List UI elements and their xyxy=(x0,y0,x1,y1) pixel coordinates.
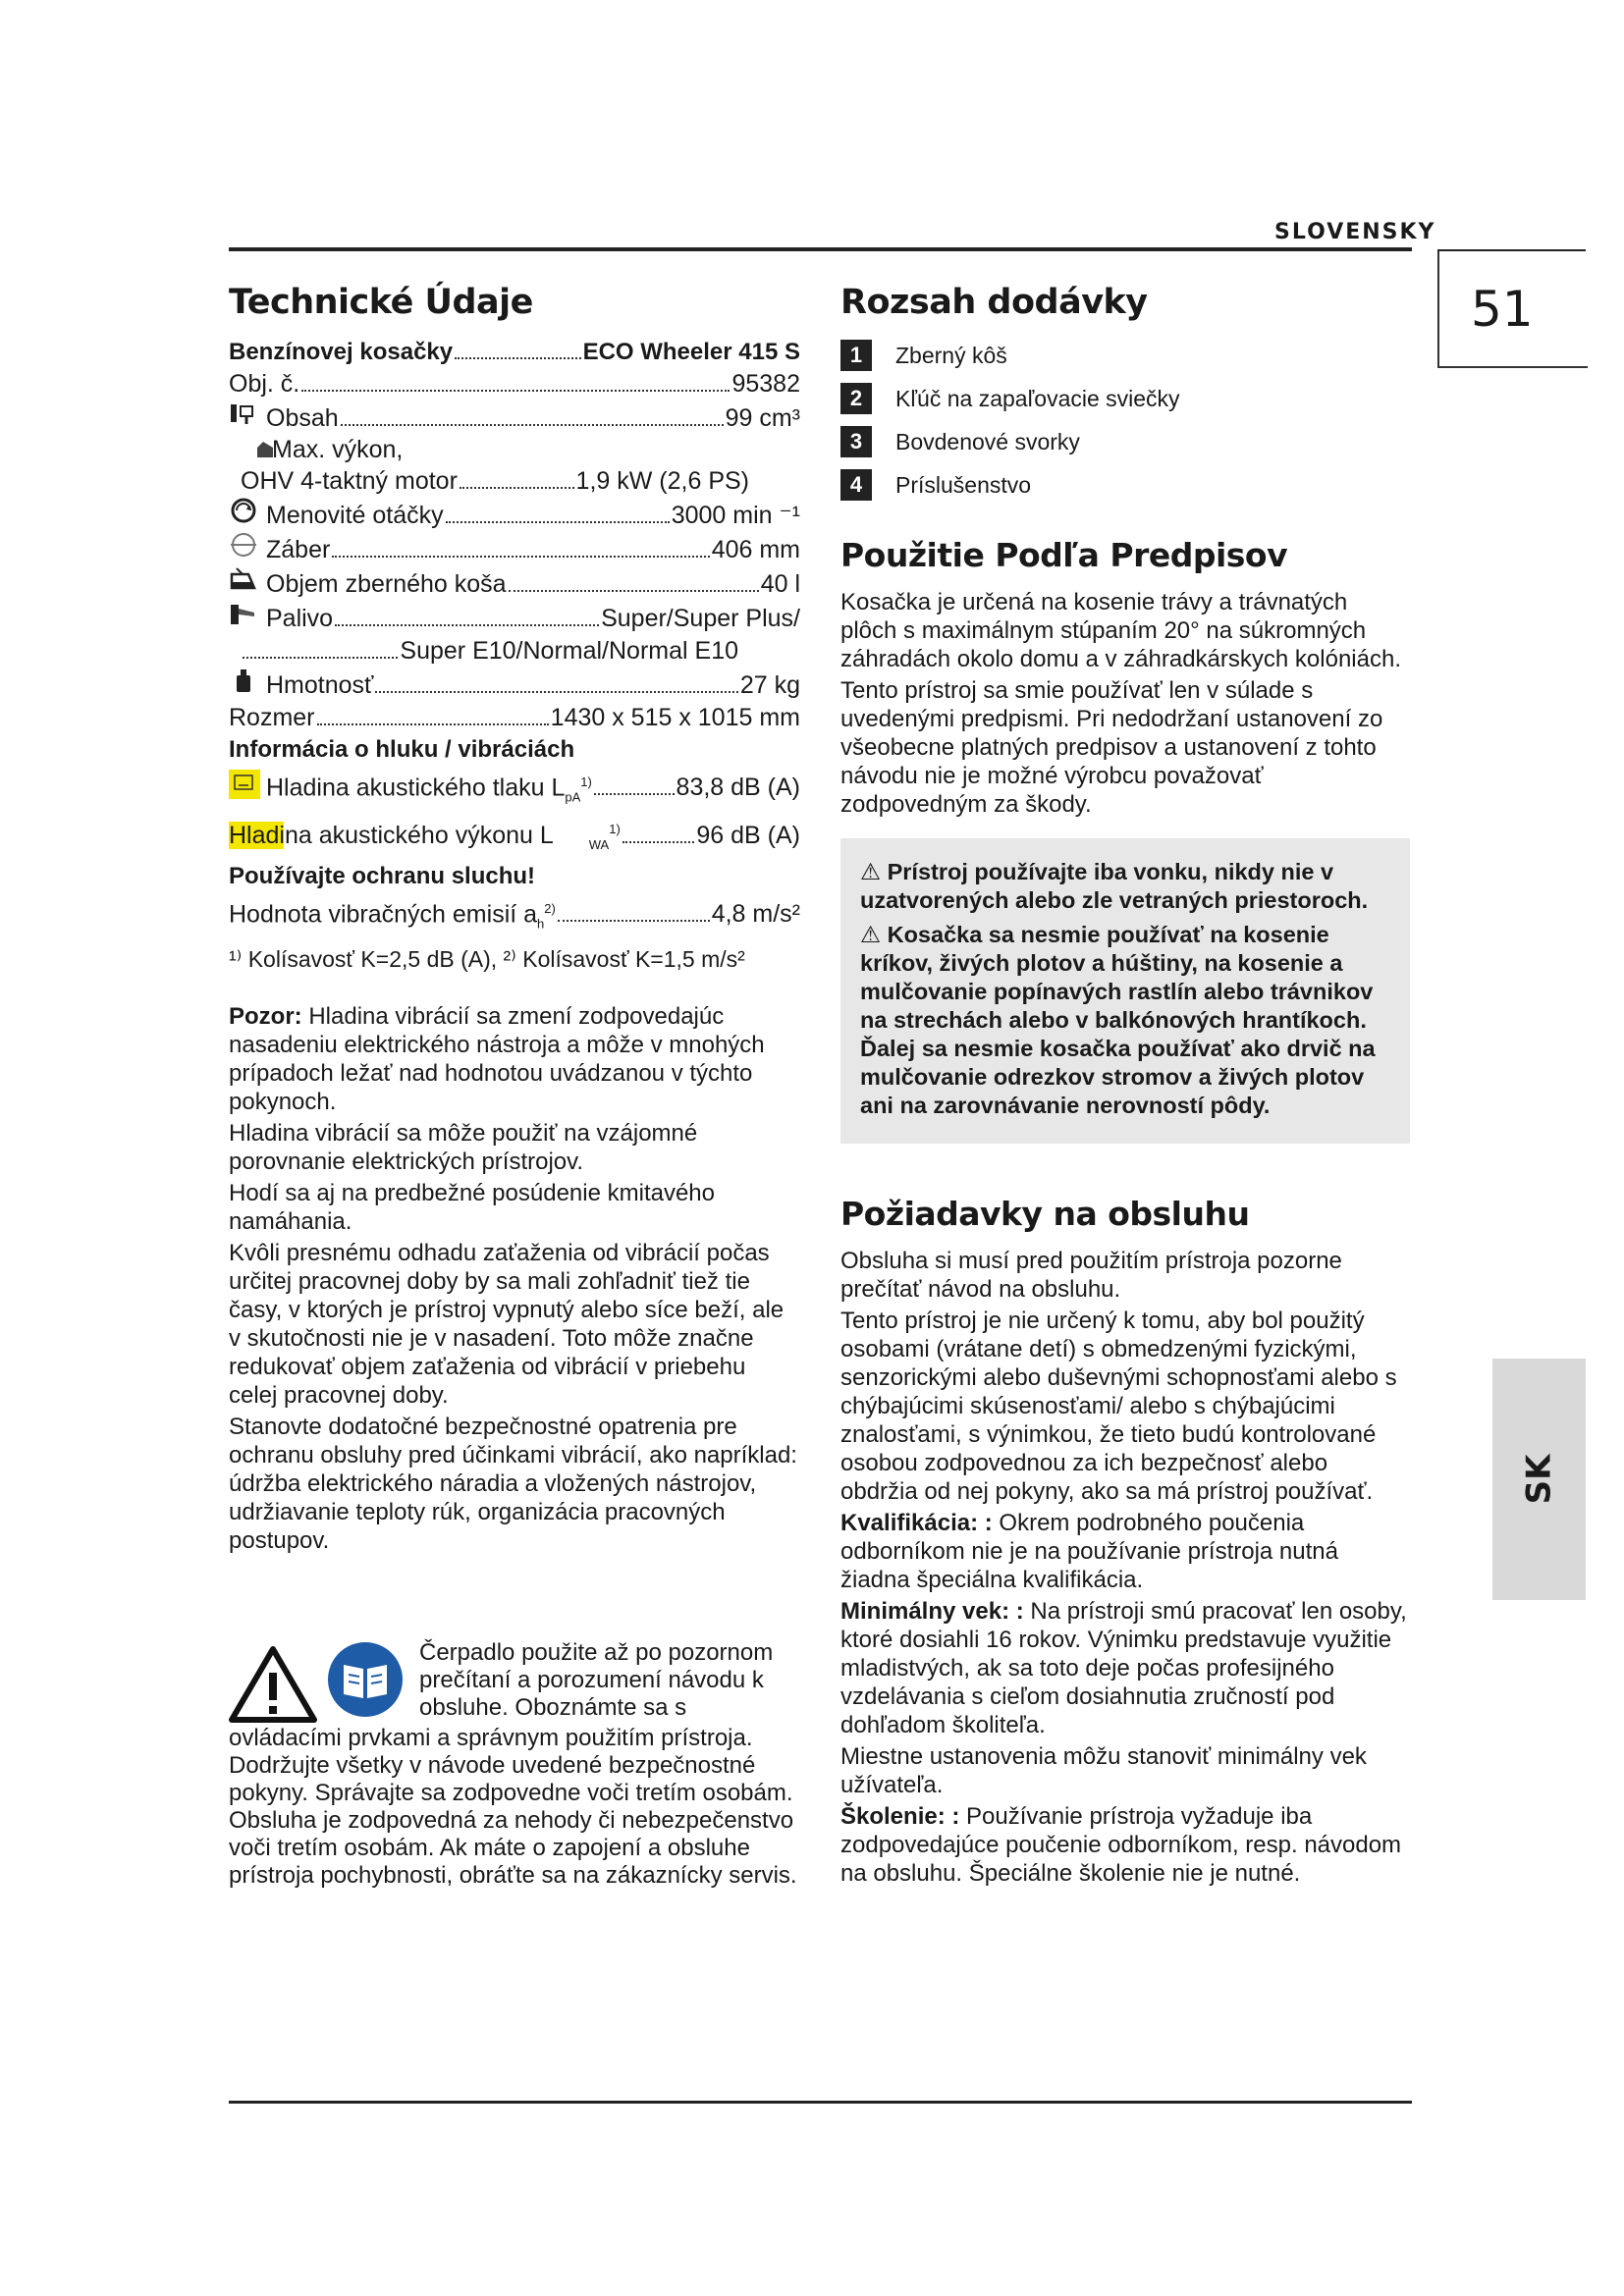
left-column xyxy=(229,283,800,1558)
product-row xyxy=(229,336,800,368)
notice-text: Hladina vibrácií sa zmení zodpovedajúc nasadeniu elektrického nástroja a môže v mnohých prípadoch ležať nad hodnotou uvádzanou v týchto pokynoch. xyxy=(229,1002,765,1115)
spec-label: Menovité otáčky xyxy=(266,502,444,529)
product-name: ECO Wheeler 415 S xyxy=(582,339,800,365)
page-number: 51 xyxy=(1471,281,1534,338)
spec-row-width xyxy=(229,532,800,566)
spec-value: 406 mm xyxy=(711,536,800,563)
top-rule xyxy=(229,247,1412,251)
tab-rule xyxy=(1437,249,1586,251)
spec-row-rpm xyxy=(229,498,800,532)
spec-row-bag xyxy=(229,566,800,601)
noise-icon xyxy=(229,770,260,799)
read-manual-icon xyxy=(327,1641,404,1718)
usage-text: Tento prístroj sa smie používať len v súlade s uvedenými predpismi. Pri nedodržaní ustanovení zo všeobecne platných predpisov a ustanovení z tohto návodu nie je možné výrobcu považovať zodpovedným za škody. xyxy=(840,677,1383,818)
max-power-label: Max. výkon, xyxy=(272,436,404,463)
minimum-age-text: Minimálny vek: : Na prístroji smú pracovať len osoby, ktoré dosiahli 16 rokov. Výnimku predstavuje využitie mladistvých, ak sa toto deje počas profesijného vzdelávania s cieľom dosiahnutia zručností pod dohľadom školiteľa. xyxy=(840,1598,1407,1738)
dot-leader xyxy=(558,920,710,922)
spec-value: 99 cm³ xyxy=(725,404,800,432)
weight-icon xyxy=(229,667,258,693)
usage-warning-box xyxy=(840,838,1410,1144)
manual-notice-top: Čerpadlo použite až po pozornom prečítaní a porozumení návodu k obsluhe. Oboznámte sa s xyxy=(419,1639,774,1721)
operator-title: Požiadavky na obsluhu xyxy=(840,1195,1250,1233)
spec-label: Objem zberného koša xyxy=(266,570,507,598)
dot-leader xyxy=(332,556,709,558)
dot-leader xyxy=(243,657,398,659)
noise-label: Hladina akustického výkonu L $_{WA}^{1)}$ xyxy=(229,821,621,852)
side-tab-label: SK xyxy=(1519,1454,1559,1505)
noise-value: 83,8 dB (A) xyxy=(676,774,800,802)
noise-heading: Informácia o hluku / vibráciách xyxy=(229,736,575,763)
size-label: Rozmer xyxy=(229,704,315,731)
item-number: 4 xyxy=(840,469,872,501)
item-label: Kľúč na zapaľovacie sviečky xyxy=(895,385,1180,411)
notice-lead: Pozor: xyxy=(229,1002,302,1030)
dot-leader xyxy=(509,590,759,592)
bottom-rule xyxy=(229,2101,1412,2104)
list-item xyxy=(840,383,1410,414)
notice-text: Hodí sa aj na predbežné posúdenie kmitavého namáhania. xyxy=(229,1179,715,1235)
spec-value: 40 l xyxy=(760,570,800,598)
item-number: 1 xyxy=(840,340,872,371)
list-item xyxy=(840,469,1410,501)
item-label: Príslušenstvo xyxy=(895,471,1032,498)
notice-text: Hladina vibrácií sa môže použiť na vzájomné porovnanie elektrických prístrojov. xyxy=(229,1119,698,1175)
dot-leader xyxy=(460,487,574,489)
right-column xyxy=(840,283,1410,1891)
language-side-tab xyxy=(1492,1359,1586,1600)
grass-bag-icon xyxy=(229,566,258,592)
spec-row-size xyxy=(229,702,800,734)
vibration-value: 4,8 m/s² xyxy=(711,899,800,928)
vibration-notice xyxy=(229,1002,800,1555)
spec-row-article xyxy=(229,368,800,400)
notice-text: Stanovte dodatočné bezpečnostné opatrenia pre ochranu obsluhy pred účinkami vibrácií, ako napríklad: údržba elektrického náradia a vložených nástrojov, udržiavanie teploty rúk, organizácia pracovných postupov. xyxy=(229,1413,797,1554)
notice-text: Kvôli presnému odhadu zaťaženia od vibrácií počas určitej pracovnej doby by sa mali zohľadniť tiež tie časy, v ktorých je prístroj vypnutý alebo síce beží, ale v skutočnosti nie je v nasadení. Toto môže značne redukovať objem zaťaženia od vibrácií v priebehu celej pracovnej doby. xyxy=(229,1239,785,1409)
dot-leader xyxy=(455,357,580,359)
rpm-icon xyxy=(229,498,258,523)
scope-list xyxy=(840,340,1410,501)
weight-label: Hmotnosť xyxy=(266,671,374,699)
operator-text: Obsluha si musí pred použitím prístroja pozorne prečítať návod na obsluhu. xyxy=(840,1248,1342,1303)
motor-icon xyxy=(250,436,270,461)
fuel-value-1: Super/Super Plus/ xyxy=(601,605,800,632)
manual-notice xyxy=(229,1639,803,1893)
warning-1: ⚠ Prístroj používajte iba vonku, nikdy nie v uzatvorených alebo zle vetraných priestoroch. xyxy=(860,859,1369,913)
dot-leader xyxy=(594,793,675,795)
fuel-icon xyxy=(229,601,258,626)
list-item xyxy=(840,340,1410,371)
noise-value: 96 dB (A) xyxy=(696,821,800,849)
noise-row-power xyxy=(229,813,800,860)
usage-text: Kosačka je určená na kosenie trávy a trávnatých plôch s maximálnym stúpaním 20° na súkromných záhradách okolo domu a v záhradkárskych kolóniách. xyxy=(840,589,1401,672)
tolerance-note: ¹⁾ Kolísavosť K=2,5 dB (A), ²⁾ Kolísavosť K=1,5 m/s² xyxy=(229,945,745,972)
warning-2: ⚠ Kosačka sa nesmie používať na kosenie kríkov, živých plotov a húštiny, na kosenie a mulčovanie popínavých rastlín alebo trávnikov na strechách alebo v balkónových hrantíkoch. Ďalej sa nesmie kosačka používať ako drvič na mulčovanie odrezkov stromov a živých plotov ani na zarovnávanie nerovností pôdy. xyxy=(860,922,1376,1118)
dot-leader xyxy=(375,691,737,693)
operator-text: Tento prístroj je nie určený k tomu, aby bol použitý osobami (vrátane detí) s obmedzenými fyzickými, senzorickými alebo duševnými schopnosťami alebo s chýbajúcimi skúsenosťami/ alebo s chýbajúcimi znalosťami, s výnimkou, že tieto budú kontrolované osobou zodpovednou za ich bezpečnosť alebo obdržia od nej pokyny, ako sa má prístroj používať. xyxy=(840,1308,1397,1505)
spec-label: Obsah xyxy=(266,404,339,432)
item-number: 2 xyxy=(840,383,872,414)
spec-value: 95382 xyxy=(731,370,800,398)
list-item xyxy=(840,426,1410,457)
motor-value: 1,9 kW (2,6 PS) xyxy=(575,467,749,495)
dot-leader xyxy=(446,521,670,523)
dot-leader xyxy=(341,424,724,426)
noise-label: Hladina akustického tlaku $L_{pA}^{1)}$ xyxy=(266,774,592,805)
engine-icon xyxy=(229,400,258,426)
operator-text: Miestne ustanovenia môžu stanoviť minimálny vek užívateľa. xyxy=(840,1743,1367,1798)
dot-leader xyxy=(301,390,730,392)
tech-title: Technické Údaje xyxy=(229,283,533,322)
qualification-text: Kvalifikácia: : Okrem podrobného poučenia odborníkom nie je na používanie prístroja nutná žiadna špeciálna kvalifikácia. xyxy=(840,1510,1338,1593)
product-label: Benzínovej kosačky xyxy=(229,339,454,365)
page-number-box xyxy=(1437,249,1588,368)
dot-leader xyxy=(317,723,549,725)
spec-row-displacement xyxy=(229,400,800,435)
training-text: Školenie: : Používanie prístroja vyžaduje iba zodpovedajúce poučenie odborníkom, resp. návodom na obsluhu. Špeciálne školenie nie je nutné. xyxy=(840,1803,1402,1887)
item-label: Zberný kôš xyxy=(895,342,1007,368)
spec-row-power xyxy=(229,435,800,498)
language-label: SLOVENSKY xyxy=(1274,220,1436,244)
noise-row-pressure xyxy=(229,766,800,813)
size-value: 1430 x 515 x 1015 mm xyxy=(550,704,800,731)
item-number: 3 xyxy=(840,426,872,457)
spec-row-weight xyxy=(229,667,800,702)
hearing-protection: Používajte ochranu sluchu! xyxy=(229,862,536,889)
weight-value: 27 kg xyxy=(739,671,800,699)
spec-label: Záber xyxy=(266,536,331,563)
usage-title: Použitie Podľa Predpisov xyxy=(840,536,1288,574)
cutting-width-icon xyxy=(229,532,258,558)
dot-leader xyxy=(623,841,695,843)
manual-notice-text: ovládacími prvkami a správnym použitím prístroja. Dodržujte všetky v návode uvedené bezpečnostné pokyny. Správajte sa zodpovedne voči tretím osobám. Obsluha je zodpovedná za nehody či nebezpečenstvo voči tretím osobám. Ak máte o zapojení a obsluhe prístroja pochybnosti, obráťte sa na zákaznícky servis. xyxy=(229,1725,797,1889)
vibration-label: Hodnota vibračných emisií $a_h^{2)}$ xyxy=(229,899,556,931)
spec-value: 3000 min ⁻¹ xyxy=(671,502,800,529)
fuel-value-2: Super E10/Normal/Normal E10 xyxy=(400,637,738,665)
warning-icon: ⚠ xyxy=(860,922,888,947)
fuel-label: Palivo xyxy=(266,605,334,632)
warning-triangle-icon xyxy=(229,1645,317,1724)
spec-label: Obj. č. xyxy=(229,370,300,398)
dot-leader xyxy=(335,624,599,626)
item-label: Bovdenové svorky xyxy=(895,428,1080,454)
vibration-row xyxy=(229,892,800,939)
scope-title: Rozsah dodávky xyxy=(840,283,1148,322)
motor-label: OHV 4-taktný motor xyxy=(241,467,458,495)
spec-row-fuel xyxy=(229,601,800,667)
warning-icon: ⚠ xyxy=(860,859,888,884)
